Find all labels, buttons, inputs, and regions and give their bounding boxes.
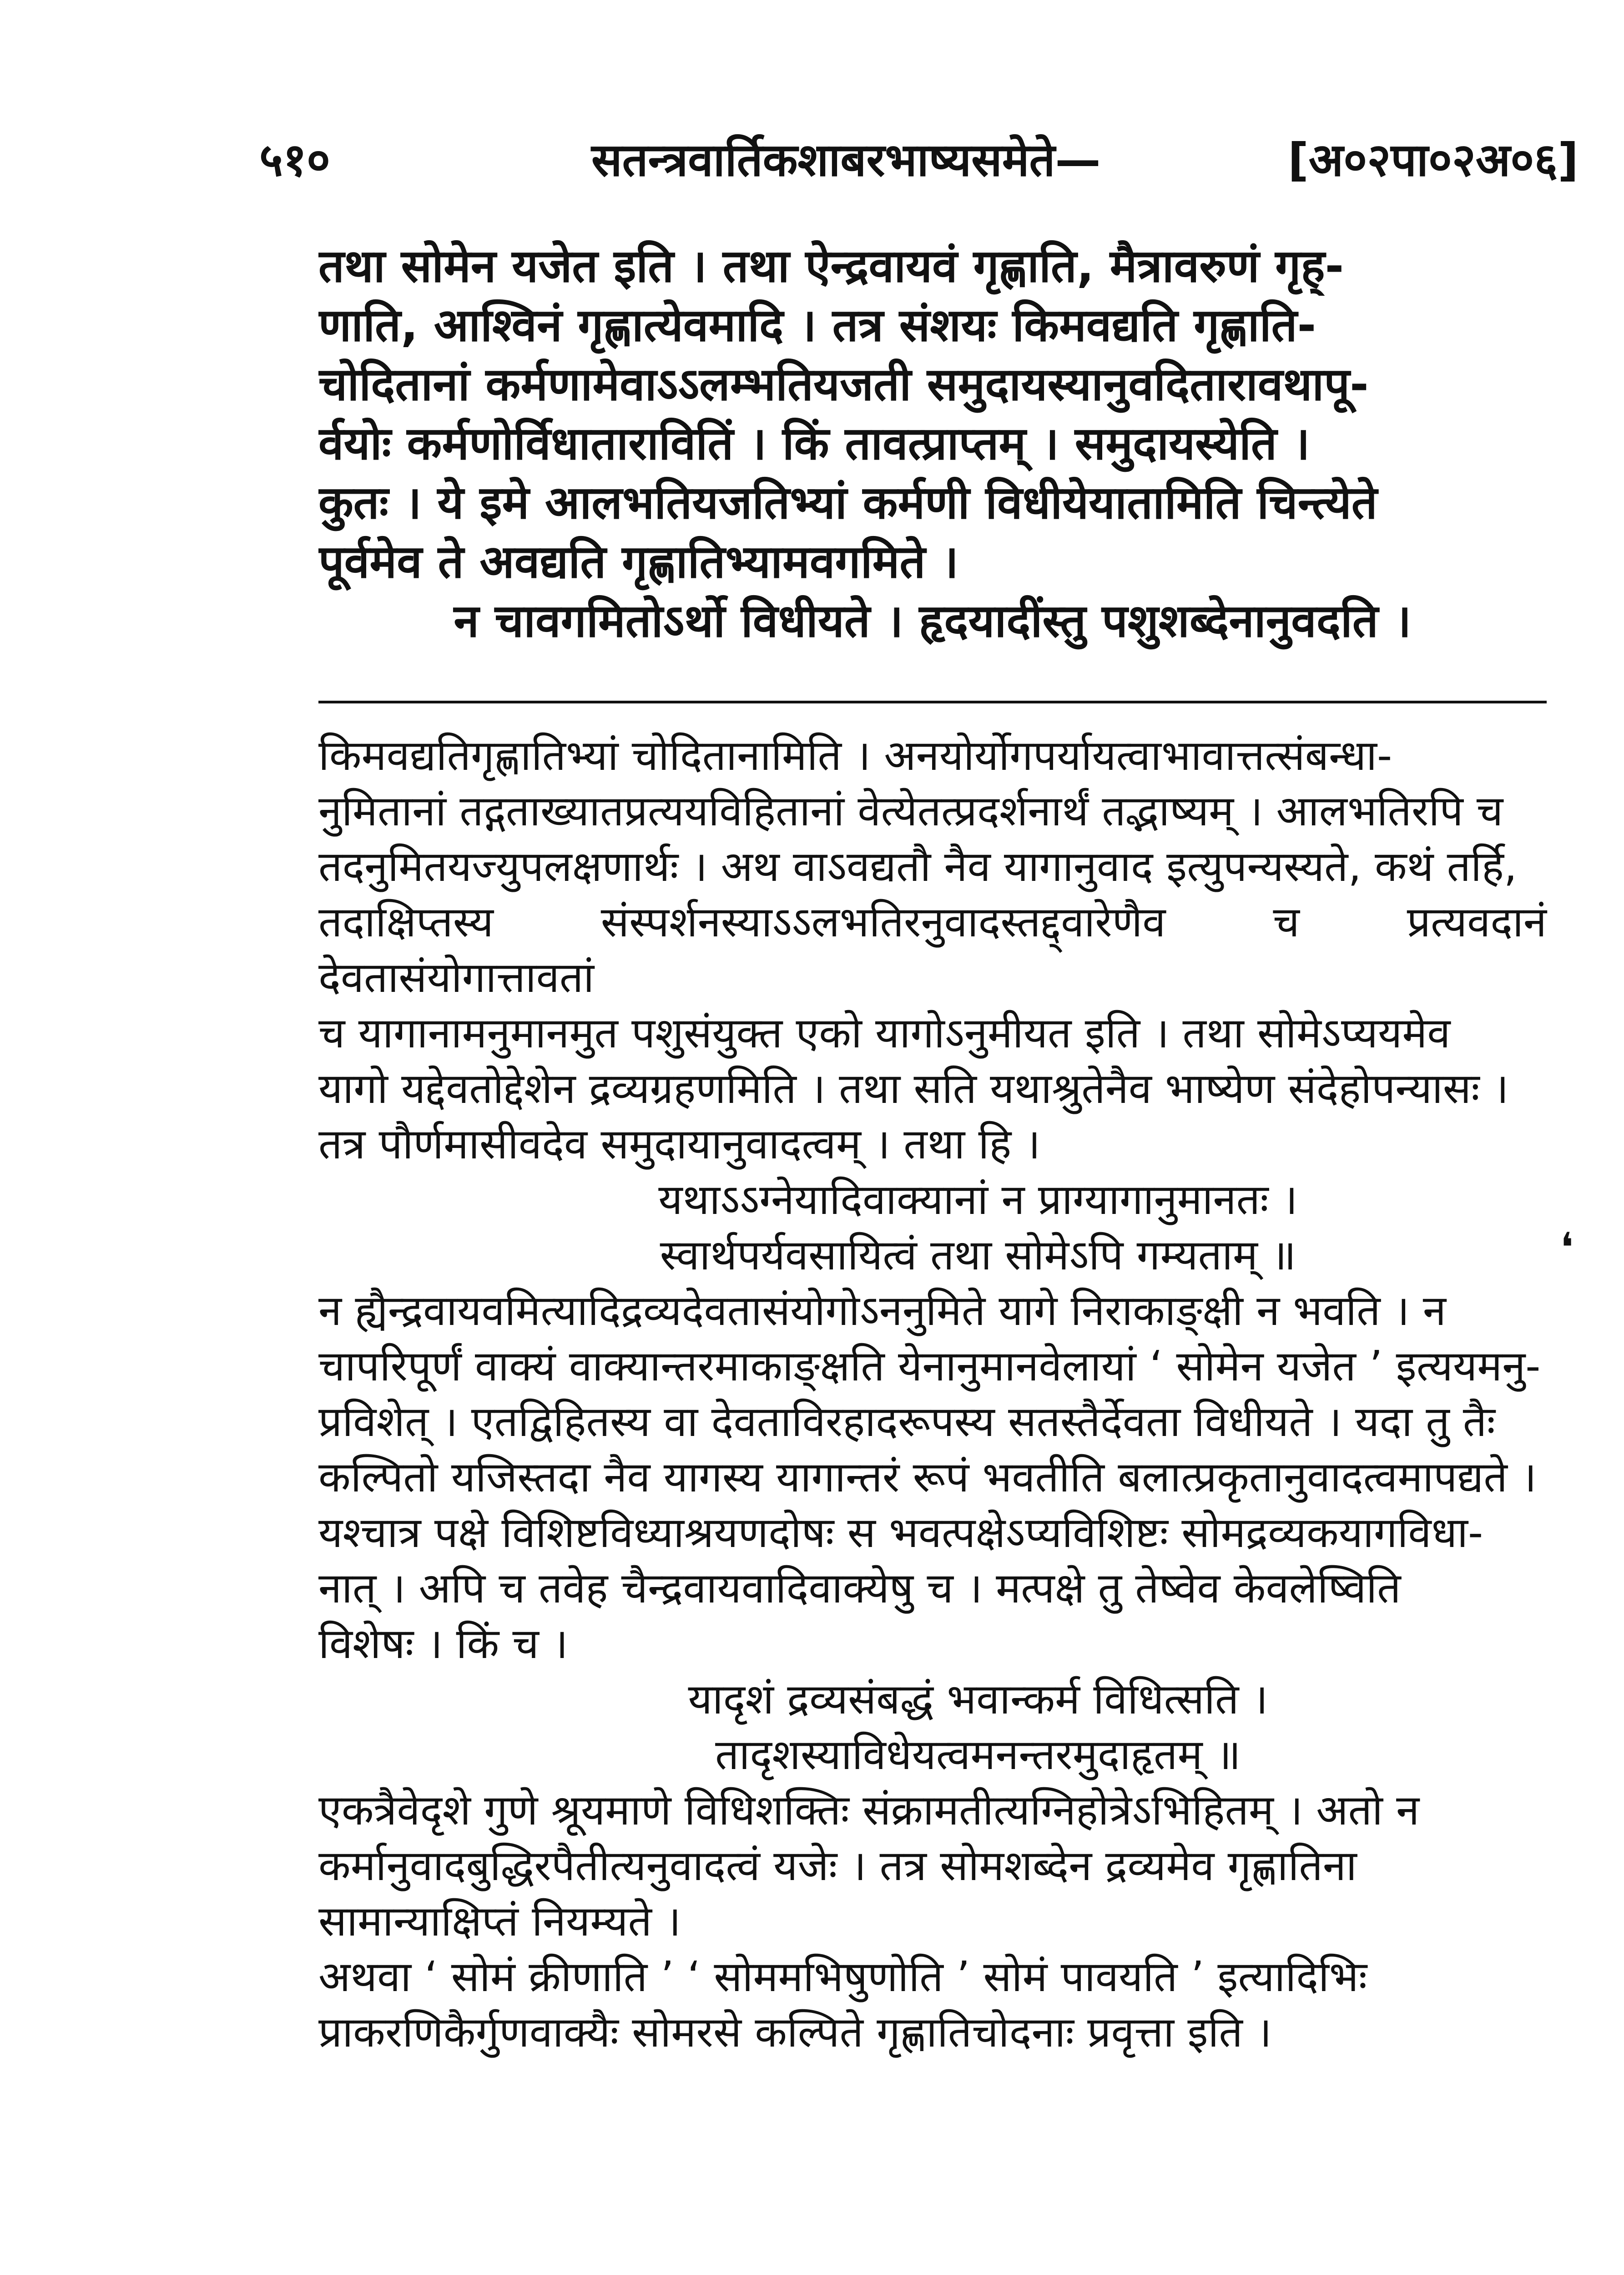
main-line: र्वयोः कर्मणोर्विधातारावितिं । किं तावत्प्राप्तम् । समुदायस्येति । (318, 417, 1310, 470)
commentary-paragraph (318, 728, 1547, 1172)
verse-block (318, 1672, 1547, 1783)
commentary-line: तदनुमितयज्युपलक्षणार्थः । अथ वाऽवद्यतौ नैव यागानुवाद इत्युपन्यस्यते, कथं तर्हि, (318, 842, 1518, 891)
commentary-line: कल्पितो यजिस्तदा नैव यागस्य यागान्तरं रूपं भवतीति बलात्प्रकृतानुवादत्वमापद्यते । (318, 1453, 1537, 1502)
main-line: चोदितानां कर्मणामेवाऽऽलम्भतियजती समुदायस्यानुवदितारावथापू- (318, 358, 1369, 411)
main-line: णाति, आश्विनं गृह्णात्येवमादि । तत्र संशयः किमवद्यति गृह्णाति- (318, 298, 1316, 352)
commentary-line: तत्र पौर्णमासीवदेव समुदायानुवादत्वम् । तथा हि । (318, 1120, 1041, 1168)
section-reference: [अ०२पा०२अ०६] (1288, 133, 1579, 187)
commentary-line: एकत्रैवेदृशे गुणे श्रूयमाणे विधिशक्तिः संक्रामतीत्यग्निहोत्रेऽभिहितम् । अतो न (318, 1786, 1420, 1835)
commentary-line: किमवद्यतिगृह्णातिभ्यां चोदितानामिति । अनयोर्योगपर्यायत्वाभावात्तत्संबन्धा- (318, 731, 1392, 780)
main-line: पूर्वमेव ते अवद्यति गृह्णातिभ्यामवगमिते । (318, 535, 959, 588)
commentary-line: प्राकरणिकैर्गुणवाक्यैः सोमरसे कल्पिते गृह्णातिचोदनाः प्रवृत्ता इति । (318, 2008, 1272, 2057)
commentary-line: नुमितानां तद्गताख्यातप्रत्ययविहितानां वेत्येतत्प्रदर्शनार्थं तद्भाष्यम् । आलभतिरपि च (318, 787, 1503, 835)
section-divider (318, 701, 1547, 703)
commentary-paragraph (318, 1783, 1547, 2060)
commentary (318, 728, 1547, 2060)
commentary-line: सामान्याक्षिप्तं नियम्यते । (318, 1897, 681, 1946)
main-line: न चावगमितोऽर्थो विधीयते । हृदयादींस्तु पशुशब्देनानुवदति । (454, 594, 1412, 647)
main-text (318, 237, 1547, 651)
verse-line: तादृशस्याविधेयत्वमनन्तरमुदाहृतम् ॥ (715, 1730, 1241, 1779)
verse-line: यथाऽऽग्नेयादिवाक्यानां न प्राग्यागानुमानतः । (658, 1175, 1298, 1224)
commentary-line: चापरिपूर्णं वाक्यं वाक्यान्तरमाकाङ्क्षति येनानुमानवेलायां ‘ सोमेन यजेत ’ इत्ययमनु- (318, 1342, 1541, 1390)
commentary-line: नात् । अपि च तवेह चैन्द्रवायवादिवाक्येषु च । मत्पक्षे तु तेष्वेव केवलेष्विति (318, 1564, 1401, 1613)
commentary-line: विशेषः । किं च । (318, 1619, 568, 1668)
verse-line: स्वार्थपर्यवसायित्वं तथा सोमेऽपि गम्यताम् ॥ (660, 1231, 1296, 1279)
margin-mark: ❛ (1560, 1224, 1574, 1272)
page-header (259, 123, 1579, 191)
main-line: कुतः । ये इमे आलभतियजतिभ्यां कर्मणी विधीयेयातामिति चिन्त्येते (318, 476, 1377, 529)
commentary-line: प्रविशेत् । एतद्विहितस्य वा देवताविरहादरूपस्य सतस्तैर्देवता विधीयते । यदा तु तैः (318, 1397, 1495, 1446)
page-number: ५१० (259, 133, 330, 187)
running-title: सतन्त्रवार्तिकशाबरभाष्यसमेते— (591, 133, 1101, 187)
commentary-line: कर्मानुवादबुद्धिरपैतीत्यनुवादत्वं यजेः । तत्र सोमशब्देन द्रव्यमेव गृह्णातिना (318, 1841, 1357, 1890)
commentary-line: अथवा ‘ सोमं क्रीणाति ’ ‘ सोममभिषुणोति ’ सोमं पावयति ’ इत्यादिभिः (318, 1952, 1367, 2001)
commentary-paragraph (318, 1283, 1547, 1672)
commentary-line: च यागानामनुमानमुत पशुसंयुक्त एको यागोऽनुमीयत इति । तथा सोमेऽप्ययमेव (318, 1009, 1451, 1057)
verse-block (318, 1172, 1547, 1283)
commentary-line: न ह्यैन्द्रवायवमित्यादिद्रव्यदेवतासंयोगोऽननुमिते यागे निराकाङ्क्षी न भवति । न (318, 1286, 1446, 1335)
verse-line: यादृशं द्रव्यसंबद्धं भवान्कर्म विधित्सति । (688, 1675, 1268, 1724)
main-line: तथा सोमेन यजेत इति । तथा ऐन्द्रवायवं गृह्णाति, मैत्रावरुणं गृह्- (318, 239, 1344, 293)
commentary-line: यश्चात्र पक्षे विशिष्टविध्याश्रयणदोषः स भवत्पक्षेऽप्यविशिष्टः सोमद्रव्यकयागविधा- (318, 1508, 1483, 1557)
commentary-line: यागो यद्देवतोद्देशेन द्रव्यग्रहणमिति । तथा सति यथाश्रुतेनैव भाष्येण संदेहोपन्यासः । (318, 1064, 1509, 1113)
commentary-line: तदाक्षिप्तस्य संस्पर्शनस्याऽऽलभतिरनुवादस्तद्द्वारेणैव च प्रत्यवदानं देवतासंयोगात्तावतां (318, 898, 1547, 1002)
